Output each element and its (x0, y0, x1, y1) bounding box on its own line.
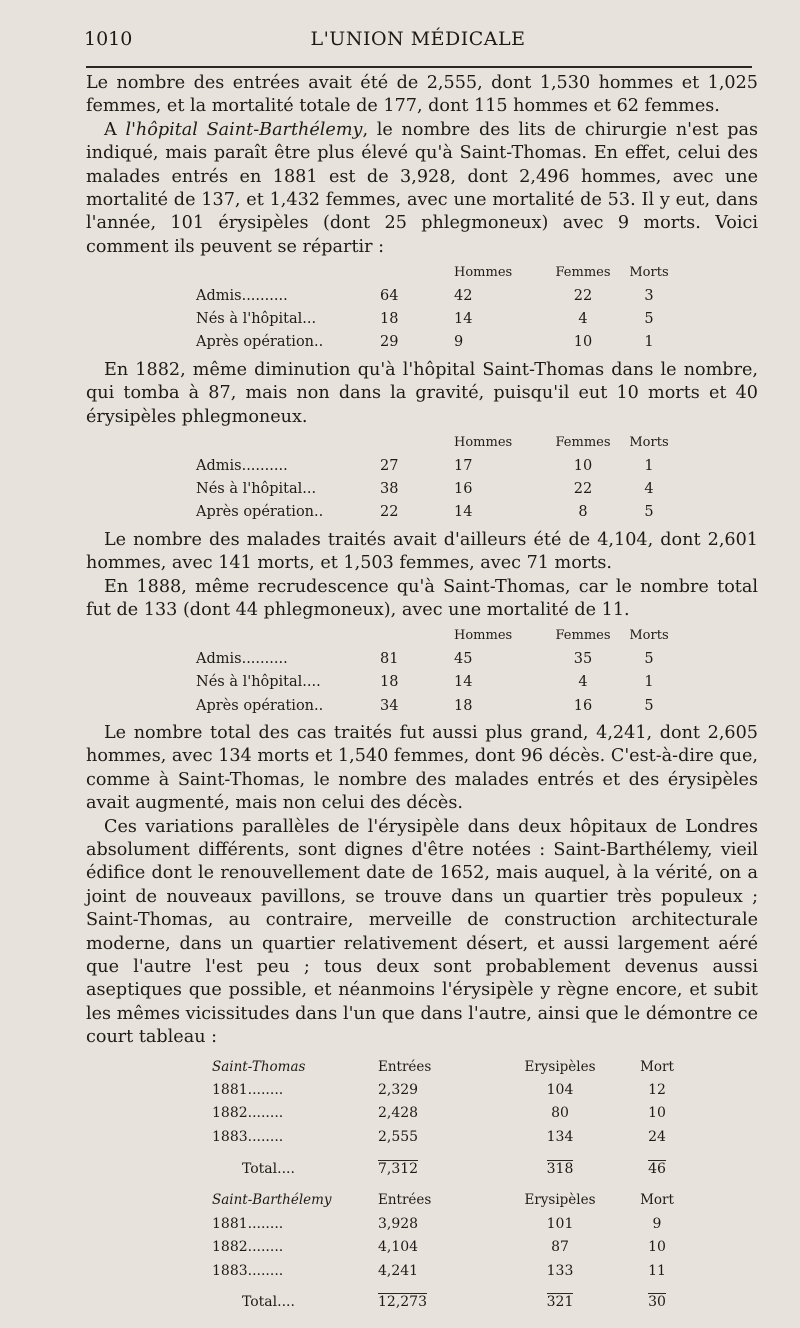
table-row (212, 1236, 692, 1259)
cell-total: 29 (380, 334, 399, 351)
paragraph (86, 119, 758, 259)
cell-men: 42 (454, 287, 473, 304)
cell-women: 8 (578, 504, 588, 521)
table-row (212, 1126, 692, 1149)
cell-total: 81 (380, 650, 399, 667)
row-label: Admis.......... (196, 457, 288, 474)
row-label: Admis.......... (196, 650, 288, 667)
cell-women: 10 (573, 457, 593, 474)
year-label: 1882........ (212, 1105, 284, 1122)
cell-deaths: 5 (644, 504, 654, 521)
year-label: 1883........ (212, 1128, 284, 1145)
cell-total: 18 (380, 674, 399, 691)
column-header: Femmes (555, 265, 611, 281)
cell-total: 27 (380, 457, 399, 474)
table-row (212, 1260, 692, 1283)
cell-deaths: 1 (644, 334, 654, 351)
total-label: Total.... (242, 1160, 295, 1177)
paragraph-rest: , le nombre des lits de chirurgie n'est pas indiqué, mais paraît être plus élevé qu'à Saint-Thomas. En effet, celui des malades entrés en 1881 est de 3,928, dont 2,496 hommes, avec une mortalité de 137, et 1,432 femmes, avec une mortalité de 53. Il y eut, dans l'année, 101 érysipèles (dont 25 phlegmoneux) avec 9 morts. Voici comment ils peuvent se répartir : (86, 119, 758, 257)
table-row (212, 1079, 692, 1102)
hospital-label: Saint-Thomas (212, 1058, 306, 1075)
cell-deaths: 5 (644, 650, 654, 667)
cell-men: 14 (454, 504, 473, 521)
cell-erysipelas: 87 (551, 1239, 569, 1256)
cell-men: 9 (454, 334, 464, 351)
header-rule (86, 66, 752, 68)
cell-deaths: 5 (644, 311, 654, 328)
table-header-row (212, 1189, 692, 1212)
year-label: 1881........ (212, 1082, 284, 1099)
cell-total: 34 (380, 697, 399, 714)
page-header (84, 28, 752, 58)
paragraph: Ces variations parallèles de l'érysipèle dans deux hôpitaux de Londres absolument différents, sont dignes d'être notées : Saint-Barthélemy, vieil édifice dont le renouvellement date de 1652, mais auquel, à la vérité, on a joint de nouveaux pavillons, se trouve dans un quartier très populeux ; Saint-Thomas, au contraire, merveille de construction architecturale moderne, dans un quartier relativement désert, et aussi largement aéré que l'autre l'est peu ; tous deux sont probablement devenus aussi aseptiques que possible, et néanmoins l'érysipèle y règne encore, et subit les mêmes vicissitudes dans l'un que dans l'autre, ainsi que le démontre ce court tableau : (86, 816, 758, 1048)
column-header: Femmes (555, 435, 611, 451)
cell-women: 4 (578, 674, 588, 691)
table-header-row (212, 1056, 692, 1079)
cell-deaths: 1 (644, 674, 654, 691)
table-row (196, 671, 674, 694)
column-header: Entrées (378, 1058, 432, 1075)
journal-title: L'UNION MÉDICALE (310, 28, 526, 50)
cell-women: 22 (573, 480, 593, 497)
column-header: Entrées (378, 1192, 432, 1209)
year-label: 1883........ (212, 1262, 284, 1279)
column-header: Erysipèles (524, 1192, 596, 1209)
table-row (196, 501, 674, 524)
cell-erysipelas: 133 (546, 1262, 574, 1279)
cell-men: 16 (454, 480, 473, 497)
cell-deaths: 24 (648, 1128, 666, 1145)
column-header: Hommes (454, 435, 513, 451)
page-number: 1010 (84, 28, 133, 50)
hospital-label: Saint-Barthélemy (212, 1192, 332, 1209)
cell-total: 18 (380, 311, 399, 328)
table-row (196, 285, 674, 308)
table-row (196, 648, 674, 671)
table-row (212, 1102, 692, 1125)
table-row (196, 308, 674, 331)
total-row (212, 1149, 692, 1181)
column-header: Mort (640, 1192, 674, 1209)
table-row (196, 331, 674, 354)
table-header-row (196, 261, 674, 284)
paragraph: En 1888, même recrudescence qu'à Saint-Thomas, car le nombre total fut de 133 (dont 44 phlegmoneux), avec une mortalité de 11. (86, 576, 758, 620)
cell-men: 45 (454, 650, 473, 667)
row-label: Après opération.. (196, 334, 324, 351)
cell-deaths: 10 (648, 1239, 666, 1256)
cell-entries: 4,241 (378, 1262, 419, 1279)
paragraph: Le nombre des entrées avait été de 2,555, dont 1,530 hommes et 1,025 femmes, et la mortalité totale de 177, dont 115 hommes et 62 femmes. (86, 73, 758, 117)
row-label: Nés à l'hôpital... (196, 480, 317, 497)
cell-deaths: 9 (652, 1215, 662, 1232)
paragraph-lead: A (104, 119, 126, 140)
cell-entries: 2,329 (378, 1082, 419, 1099)
total-row (212, 1283, 692, 1315)
total-deaths: 46 (648, 1160, 666, 1177)
paragraph: En 1882, même diminution qu'à l'hôpital Saint-Thomas dans le nombre, qui tomba à 87, mais non dans la gravité, puisqu'il eut 10 morts et 40 érysipèles phlegmoneux. (86, 359, 758, 427)
hospital-name: l'hôpital Saint-Barthélemy (125, 119, 363, 140)
cell-erysipelas: 80 (551, 1105, 569, 1122)
cell-deaths: 5 (644, 697, 654, 714)
total-erysipelas: 318 (546, 1160, 574, 1177)
column-header: Morts (629, 435, 669, 451)
cell-erysipelas: 101 (546, 1215, 574, 1232)
table-row (196, 695, 674, 718)
cell-women: 22 (573, 287, 593, 304)
row-label: Après opération.. (196, 697, 324, 714)
total-entries: 7,312 (378, 1160, 419, 1177)
cell-women: 4 (578, 311, 588, 328)
cell-erysipelas: 104 (546, 1082, 574, 1099)
column-header: Morts (629, 265, 669, 281)
paragraph: Le nombre des malades traités avait d'ailleurs été de 4,104, dont 2,601 hommes, avec 141 morts, et 1,503 femmes, avec 71 morts. (86, 529, 758, 574)
cell-entries: 3,928 (378, 1215, 419, 1232)
column-header: Erysipèles (524, 1058, 596, 1075)
total-deaths: 30 (648, 1294, 666, 1311)
table-row (196, 455, 674, 478)
cell-deaths: 4 (644, 480, 654, 497)
cell-erysipelas: 134 (546, 1128, 574, 1145)
row-label: Après opération.. (196, 504, 324, 521)
cell-entries: 2,428 (378, 1105, 419, 1122)
cell-deaths: 11 (648, 1262, 666, 1279)
column-header: Femmes (555, 628, 611, 644)
table-row (212, 1213, 692, 1236)
summary-table (212, 1056, 692, 1315)
cell-entries: 2,555 (378, 1128, 419, 1145)
cell-total: 38 (380, 480, 399, 497)
cell-men: 18 (454, 697, 473, 714)
cell-total: 22 (380, 504, 399, 521)
table-1881 (196, 261, 674, 355)
row-label: Nés à l'hôpital... (196, 311, 317, 328)
cell-women: 10 (573, 334, 593, 351)
column-header: Hommes (454, 628, 513, 644)
table-header-row (196, 431, 674, 454)
cell-entries: 4,104 (378, 1239, 419, 1256)
cell-deaths: 12 (648, 1082, 666, 1099)
cell-deaths: 3 (644, 287, 654, 304)
cell-women: 16 (573, 697, 593, 714)
total-erysipelas: 321 (546, 1294, 574, 1311)
table-row (196, 478, 674, 501)
column-header: Mort (640, 1058, 674, 1075)
column-header: Morts (629, 628, 669, 644)
cell-deaths: 10 (648, 1105, 666, 1122)
total-label: Total.... (242, 1294, 295, 1311)
table-1882 (196, 431, 674, 525)
column-header: Hommes (454, 265, 513, 281)
cell-women: 35 (573, 650, 593, 667)
table-1883 (196, 624, 674, 718)
row-label: Admis.......... (196, 287, 288, 304)
cell-men: 17 (454, 457, 473, 474)
cell-deaths: 1 (644, 457, 654, 474)
row-label: Nés à l'hôpital.... (196, 674, 321, 691)
cell-total: 64 (380, 287, 399, 304)
year-label: 1881........ (212, 1215, 284, 1232)
cell-men: 14 (454, 674, 473, 691)
paragraph: Le nombre total des cas traités fut aussi plus grand, 4,241, dont 2,605 hommes, avec 134 morts et 1,540 femmes, dont 96 décès. C'est-à-dire que, comme à Saint-Thomas, le nombre des malades entrés et des érysipèles avait augmenté, mais non celui des décès. (86, 722, 758, 814)
year-label: 1882........ (212, 1239, 284, 1256)
table-header-row (196, 624, 674, 647)
total-entries: 12,273 (378, 1294, 427, 1311)
article-body (86, 72, 758, 1315)
cell-men: 14 (454, 311, 473, 328)
